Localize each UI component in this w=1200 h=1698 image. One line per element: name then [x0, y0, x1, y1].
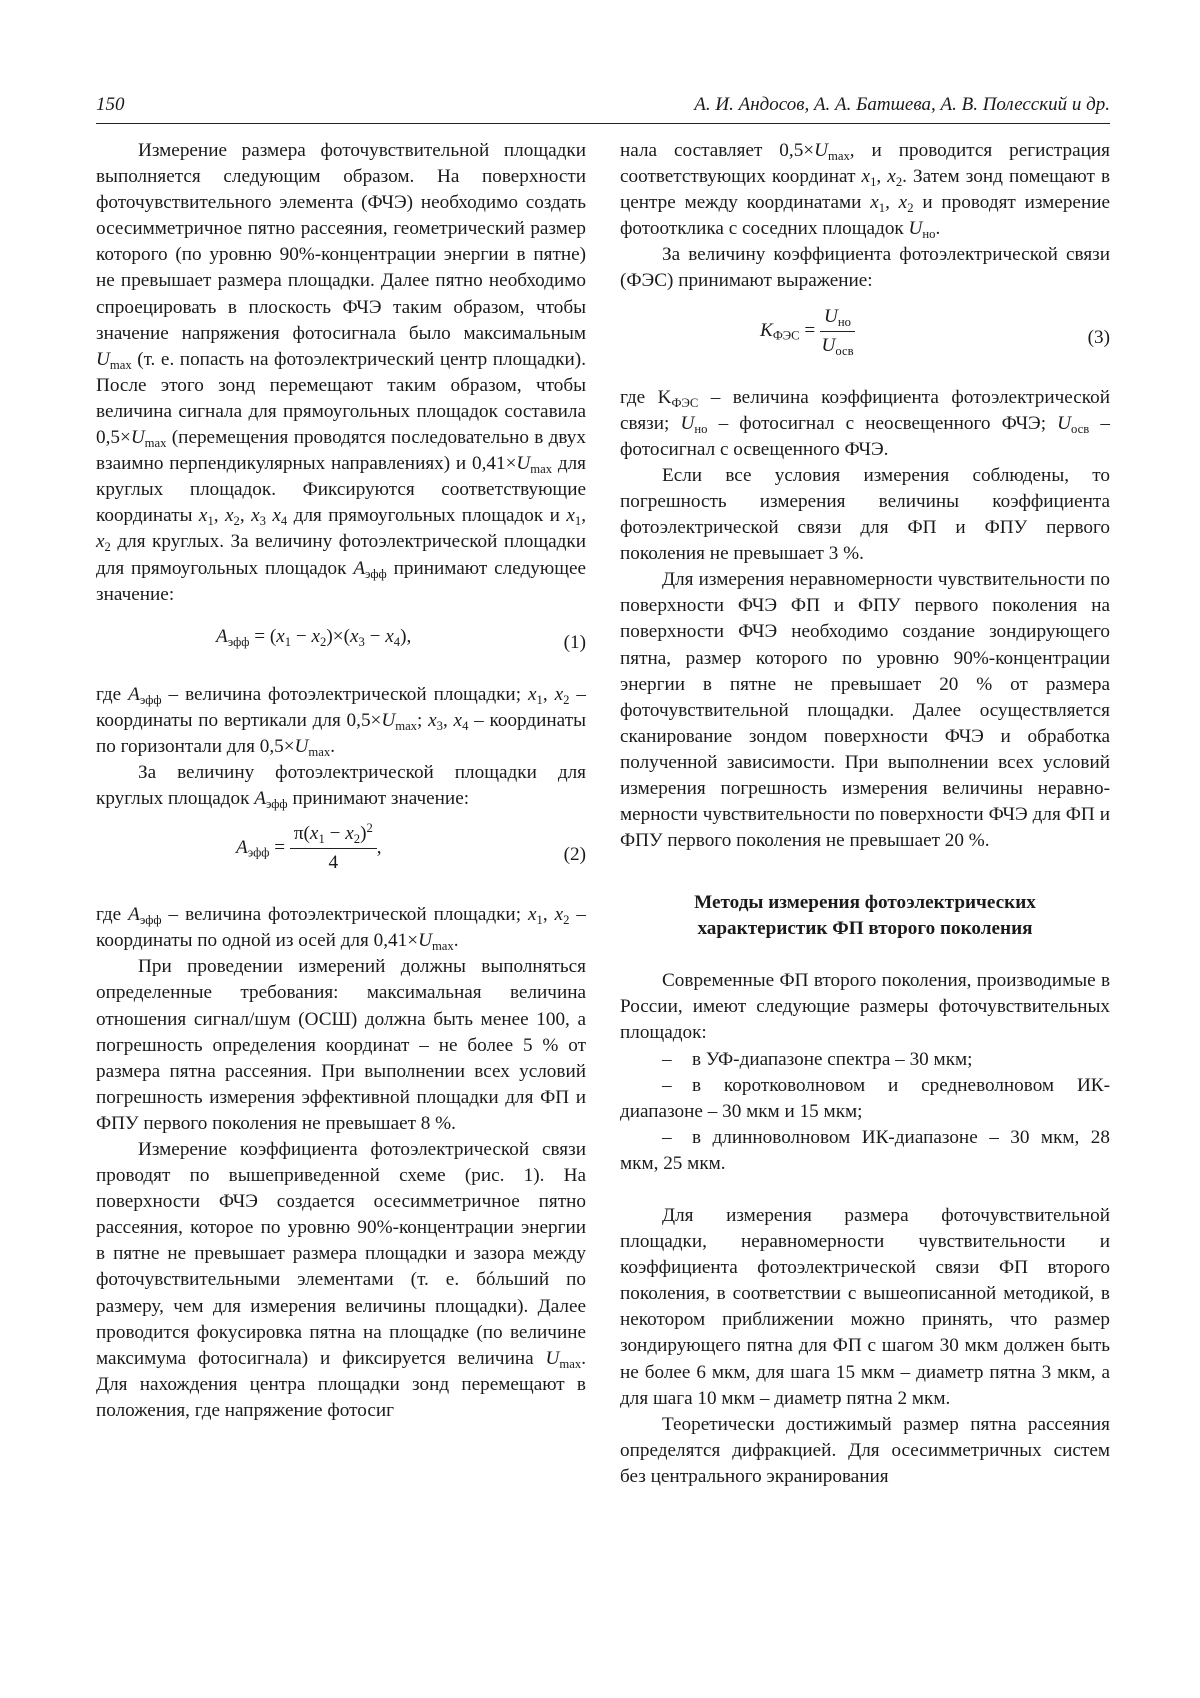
- section-heading: [620, 890, 1110, 942]
- paragraph: где $A_{эфф}$ – величина фотоэлектрической площадки; $x_1$, $x_2$ – координаты по вертикали для $0,5\times U_{max}$; $x_3$, $x_4$ – координаты по горизонтали для $0,5\times U_{max}$.: [96, 683, 586, 759]
- formula-3: [620, 299, 1110, 379]
- equation-number-2: (2): [563, 844, 586, 866]
- paragraph: Измерение коэффициента фотоэлектрической связи проводят по вышеприведенной схеме (рис. 1). На поверхности ФЧЭ создается осесимметричное пятно рассеяния, которое по уровню 90%-концентрации энергии в пятне не превышает размера площадки и зазора между фоточувствительными элементами (т. е. бóльший по размеру, чем для измерения величины площадки). Далее проводится фокусировка пятна на площадке (по величине максимума фотосигнала) и фиксируется величина $U_{max}$. Для нахождения центра площадки зонд перемещают в положения, где напряжение фотосиг: [96, 1139, 586, 1421]
- paragraph: За величину фотоэлектрической площадки для круглых площадок $A_{эфф}$ принимают значение:: [96, 761, 586, 811]
- paragraph: где $A_{эфф}$ – величина фотоэлектрической площадки; $x_1$, $x_2$ – координаты по одной из осей для $0,41\times U_{max}$.: [96, 904, 586, 954]
- list-dash: –: [662, 1048, 672, 1070]
- formula-1-expression: $A_{эфф} = (x_1 - x_2)\times(x_3 - x_4)$,: [216, 625, 412, 649]
- header-rule: [96, 123, 1110, 124]
- list-item-text-2: в коротковолновом и средневолновом ИК-диапазоне – 30 мкм и 15 мкм;: [620, 1074, 1110, 1122]
- equation-number-3: (3): [1087, 326, 1110, 348]
- page-number: 150: [96, 94, 125, 115]
- right-column: [620, 138, 1110, 1490]
- paragraph: Теоретически достижимый размер пятна рассеяния определятся дифракцией. Для осесимметричных систем без центрального экранирования: [620, 1413, 1110, 1487]
- section-heading-line-2: характеристик ФП второго поколения: [697, 918, 1033, 940]
- paragraph: Если все условия измерения соблюдены, то погрешность измерения величины коэффициента фотоэлектрической связи для ФП и ФПУ первого поколения не превышает 3 %.: [620, 464, 1110, 565]
- paragraph: Для измерения неравномерности чувствительности по поверхности ФЧЭ ФП и ФПУ первого поколения на поверхности ФЧЭ необходимо создание зондирующего пятна, размер которого по уровню 90%-концентрации энергии в пятне не превышает 20 % от размера фоточувствительной площадки. Далее осуществляется сканирование зондом поверхности ФЧЭ и обработка полученной зависимости. При выполнении всех условий измерения погрешность измерения величины неравномерности чувствительности по поверхности ФЧЭ для ФП и ФПУ первого поколения не превышает 20 %.: [620, 569, 1110, 852]
- list-item: [620, 1073, 1110, 1125]
- paragraph: где $K_{ФЭС}$ – величина коэффициента фотоэлектрической связи; $U_{но}$ – фотосигнал с неосвещенного ФЧЭ; $U_{осв}$ – фотосигнал с освещенного ФЧЭ.: [620, 386, 1111, 460]
- running-head-authors: А. И. Андосов, А. А. Батшева, А. В. Полесский и др.: [694, 94, 1110, 115]
- paragraph: За величину коэффициента фотоэлектрической связи (ФЭС) принимают выражение:: [620, 244, 1110, 292]
- equation-number-1: (1): [563, 631, 586, 653]
- section-heading-line-1: Методы измерения фотоэлектрических: [694, 892, 1036, 914]
- paragraph: нала составляет $0,5\times U_{max}$, и проводится регистрация соответствующих координат $x_1$, $x_2$. Затем зонд помещают в центре между координатами $x_1$, $x_2$ и проводят измерение фотоотклика с соседних площадок $U_{но}$.: [620, 140, 1110, 242]
- list-item-text-1: в УФ-диапазоне спектра – 30 мкм;: [692, 1048, 973, 1070]
- page-header: [96, 90, 1110, 124]
- formula-2-expression: $A_{эфф}$ = $\frac{\pi(x_1 - x_2)^2}{4}$ ,: [236, 821, 382, 874]
- paragraph: Современные ФП второго поколения, производимые в России, имеют следующие размеры фоточувствительных площадок:: [620, 970, 1110, 1044]
- list-item: [620, 1125, 1110, 1177]
- list-dash: –: [662, 1074, 672, 1096]
- paragraph: Для измерения размера фоточувствительной площадки, неравномерности чувствительности и коэффициента фотоэлектрической связи ФП второго поколения, в соответствии с вышеописанной методикой, в некотором приближении можно принять, что размер зондирующего пятна для ФП с шагом 30 мкм должен быть не более 6 мкм, для шага 15 мкм – диаметр пятна 3 мкм, а для шага 10 мкм – диаметр пятна 2 мкм.: [620, 1205, 1110, 1409]
- list-item-text-3: в длинноволновом ИК-диапазоне – 30 мкм, 28 мкм, 25 мкм.: [620, 1126, 1110, 1174]
- formula-1: [96, 612, 586, 676]
- left-column: [96, 138, 586, 1424]
- formula-3-expression: $K_{ФЭС}$ = $\frac{U_{но}}{U_{осв}}$: [760, 305, 854, 358]
- paragraph: При проведении измерений должны выполняться определенные требования: максимальная величина отношения сигнал/шум (ОСШ) должна быть менее 100, а погрешность определения координат – не более 5 % от размера пятна рассеяния. При выполнении всех условий погрешность измерения эффективной площадки для ФП и ФПУ первого поколения не превышает 8 %.: [96, 956, 586, 1134]
- formula-2: [96, 816, 586, 896]
- list-dash: –: [662, 1126, 672, 1148]
- paragraph: Измерение размера фоточувствительной площадки выполняется следующим образом. На поверхности фоточувствительного элемента (ФЧЭ) необходимо создать осесимметричное пятно рассеяния, геометрический размер которого (по уровню 90%-концентрации энергии в пятне) не превышает размера площадки. Далее пятно необходимо спроецировать в плоскость ФЧЭ таким образом, чтобы значение напряжения фотосигнала было максимальным $U_{max}$ (т. е. попасть на фотоэлектрический центр площадки). После этого зонд перемещают таким образом, чтобы величина сигнала для прямоугольных площадок составила $0,5\times U_{max}$ (перемещения проводятся последовательно в двух взаимно перпендикулярных направлениях) и $0,41\times U_{max}$ для круглых площадок. Фиксируются соответствующие координаты $x_1$, $x_2$, $x_3$ $x_4$ для прямоугольных площадок и $x_1$, $x_2$ для круглых. За величину фотоэлектрической площадки для прямоугольных площадок $A_{эфф}$ принимают следующее значение:: [96, 140, 587, 605]
- list-item: [620, 1047, 1110, 1073]
